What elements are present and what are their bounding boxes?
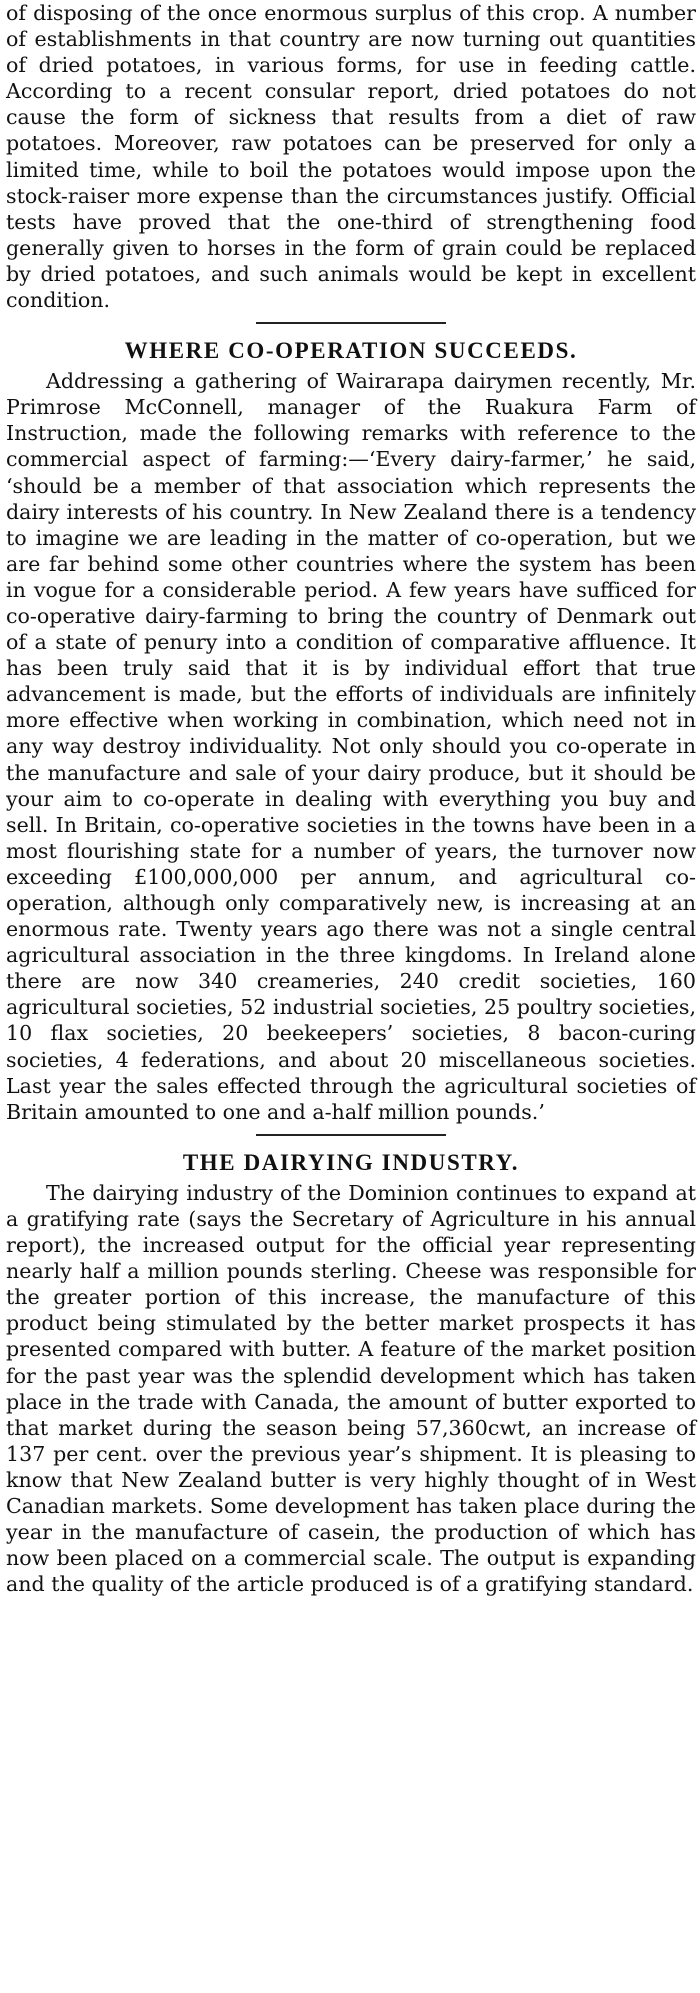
dairying-paragraph: The dairying industry of the Dominion continues to expand at a gratifying rate (says the Secretary of Agriculture in his annual report), the increased output for the official year representing nearly half a million pounds sterling. Cheese was responsible for the greater portion of this increase, the manufacture of this product being stimulated by the better market prospects it has presented compared with butter. A feature of the market position for the past year was the splendid development which has taken place in the trade with Canada, the amount of butter exported to that market during the season being 57,360cwt, an increase of 137 per cent. over the previous year’s shipment. It is pleasing to know that New Zealand butter is very highly thought of in West Canadian markets. Some development has taken place during the year in the manufacture of casein, the production of which has now been placed on a commercial scale. The output is expanding and the quality of the article produced is of a gratifying standard.: [6, 1180, 696, 1597]
dairying-heading: THE DAIRYING INDUSTRY.: [182, 1149, 520, 1175]
intro-paragraph: of disposing of the once enormous surplus of this crop. A number of establishments in that country are now turning out quantities of dried potatoes, in various forms, for use in feeding cattle. According to a recent consular report, dried potatoes do not cause the form of sickness that results from a diet of raw potatoes. Moreover, raw potatoes can be preserved for only a limited time, while to boil the potatoes would impose upon the stock-raiser more expense than the circumstances justify. Official tests have proved that the one-third of strengthening food generally given to horses in the form of grain could be replaced by dried potatoes, and such animals would be kept in excellent condition.: [6, 1, 696, 313]
cooperation-heading: WHERE CO-OPERATION SUCCEEDS.: [124, 338, 578, 364]
section-divider: [256, 322, 446, 324]
cooperation-paragraph: Addressing a gathering of Wairarapa dairymen recently, Mr. Primrose McConnell, manager of the Ruakura Farm of Instruction, made the following remarks with reference to the commercial aspect of farming:—‘Every dairy-farmer,’ he said, ‘should be a member of that association which represents the dairy interests of his country. In New Zealand there is a tendency to imagine we are leading in the matter of co-operation, but we are far behind some other countries where the system has been in vogue for a considerable period. A few years have sufficed for co-operative dairy-farming to bring the country of Denmark out of a state of penury into a condition of comparative affluence. It has been truly said that it is by individual effort that true advancement is made, but the efforts of individuals are infinitely more effective when working in combination, which need not in any way destroy individuality. Not only should you co-operate in the manufacture and sale of your dairy produce, but it should be your aim to co-operate in dealing with everything you buy and sell. In Britain, co-operative societies in the towns have been in a most flourishing state for a number of years, the turnover now exceeding £100,000,000 per annum, and agricultural co-operation, although only comparatively new, is increasing at an enormous rate. Twenty years ago there was not a single central agricultural association in the three kingdoms. In Ireland alone there are now 340 creameries, 240 credit societies, 160 agricultural societies, 52 industrial societies, 25 poultry societies, 10 flax societies, 20 beekeepers’ societies, 8 bacon-curing societies, 4 federations, and about 20 miscellaneous societies. Last year the sales effected through the agricultural societies of Britain amounted to one and a-half million pounds.’: [6, 369, 696, 1124]
newspaper-column: [6, 0, 696, 1597]
section-divider: [256, 1134, 446, 1136]
